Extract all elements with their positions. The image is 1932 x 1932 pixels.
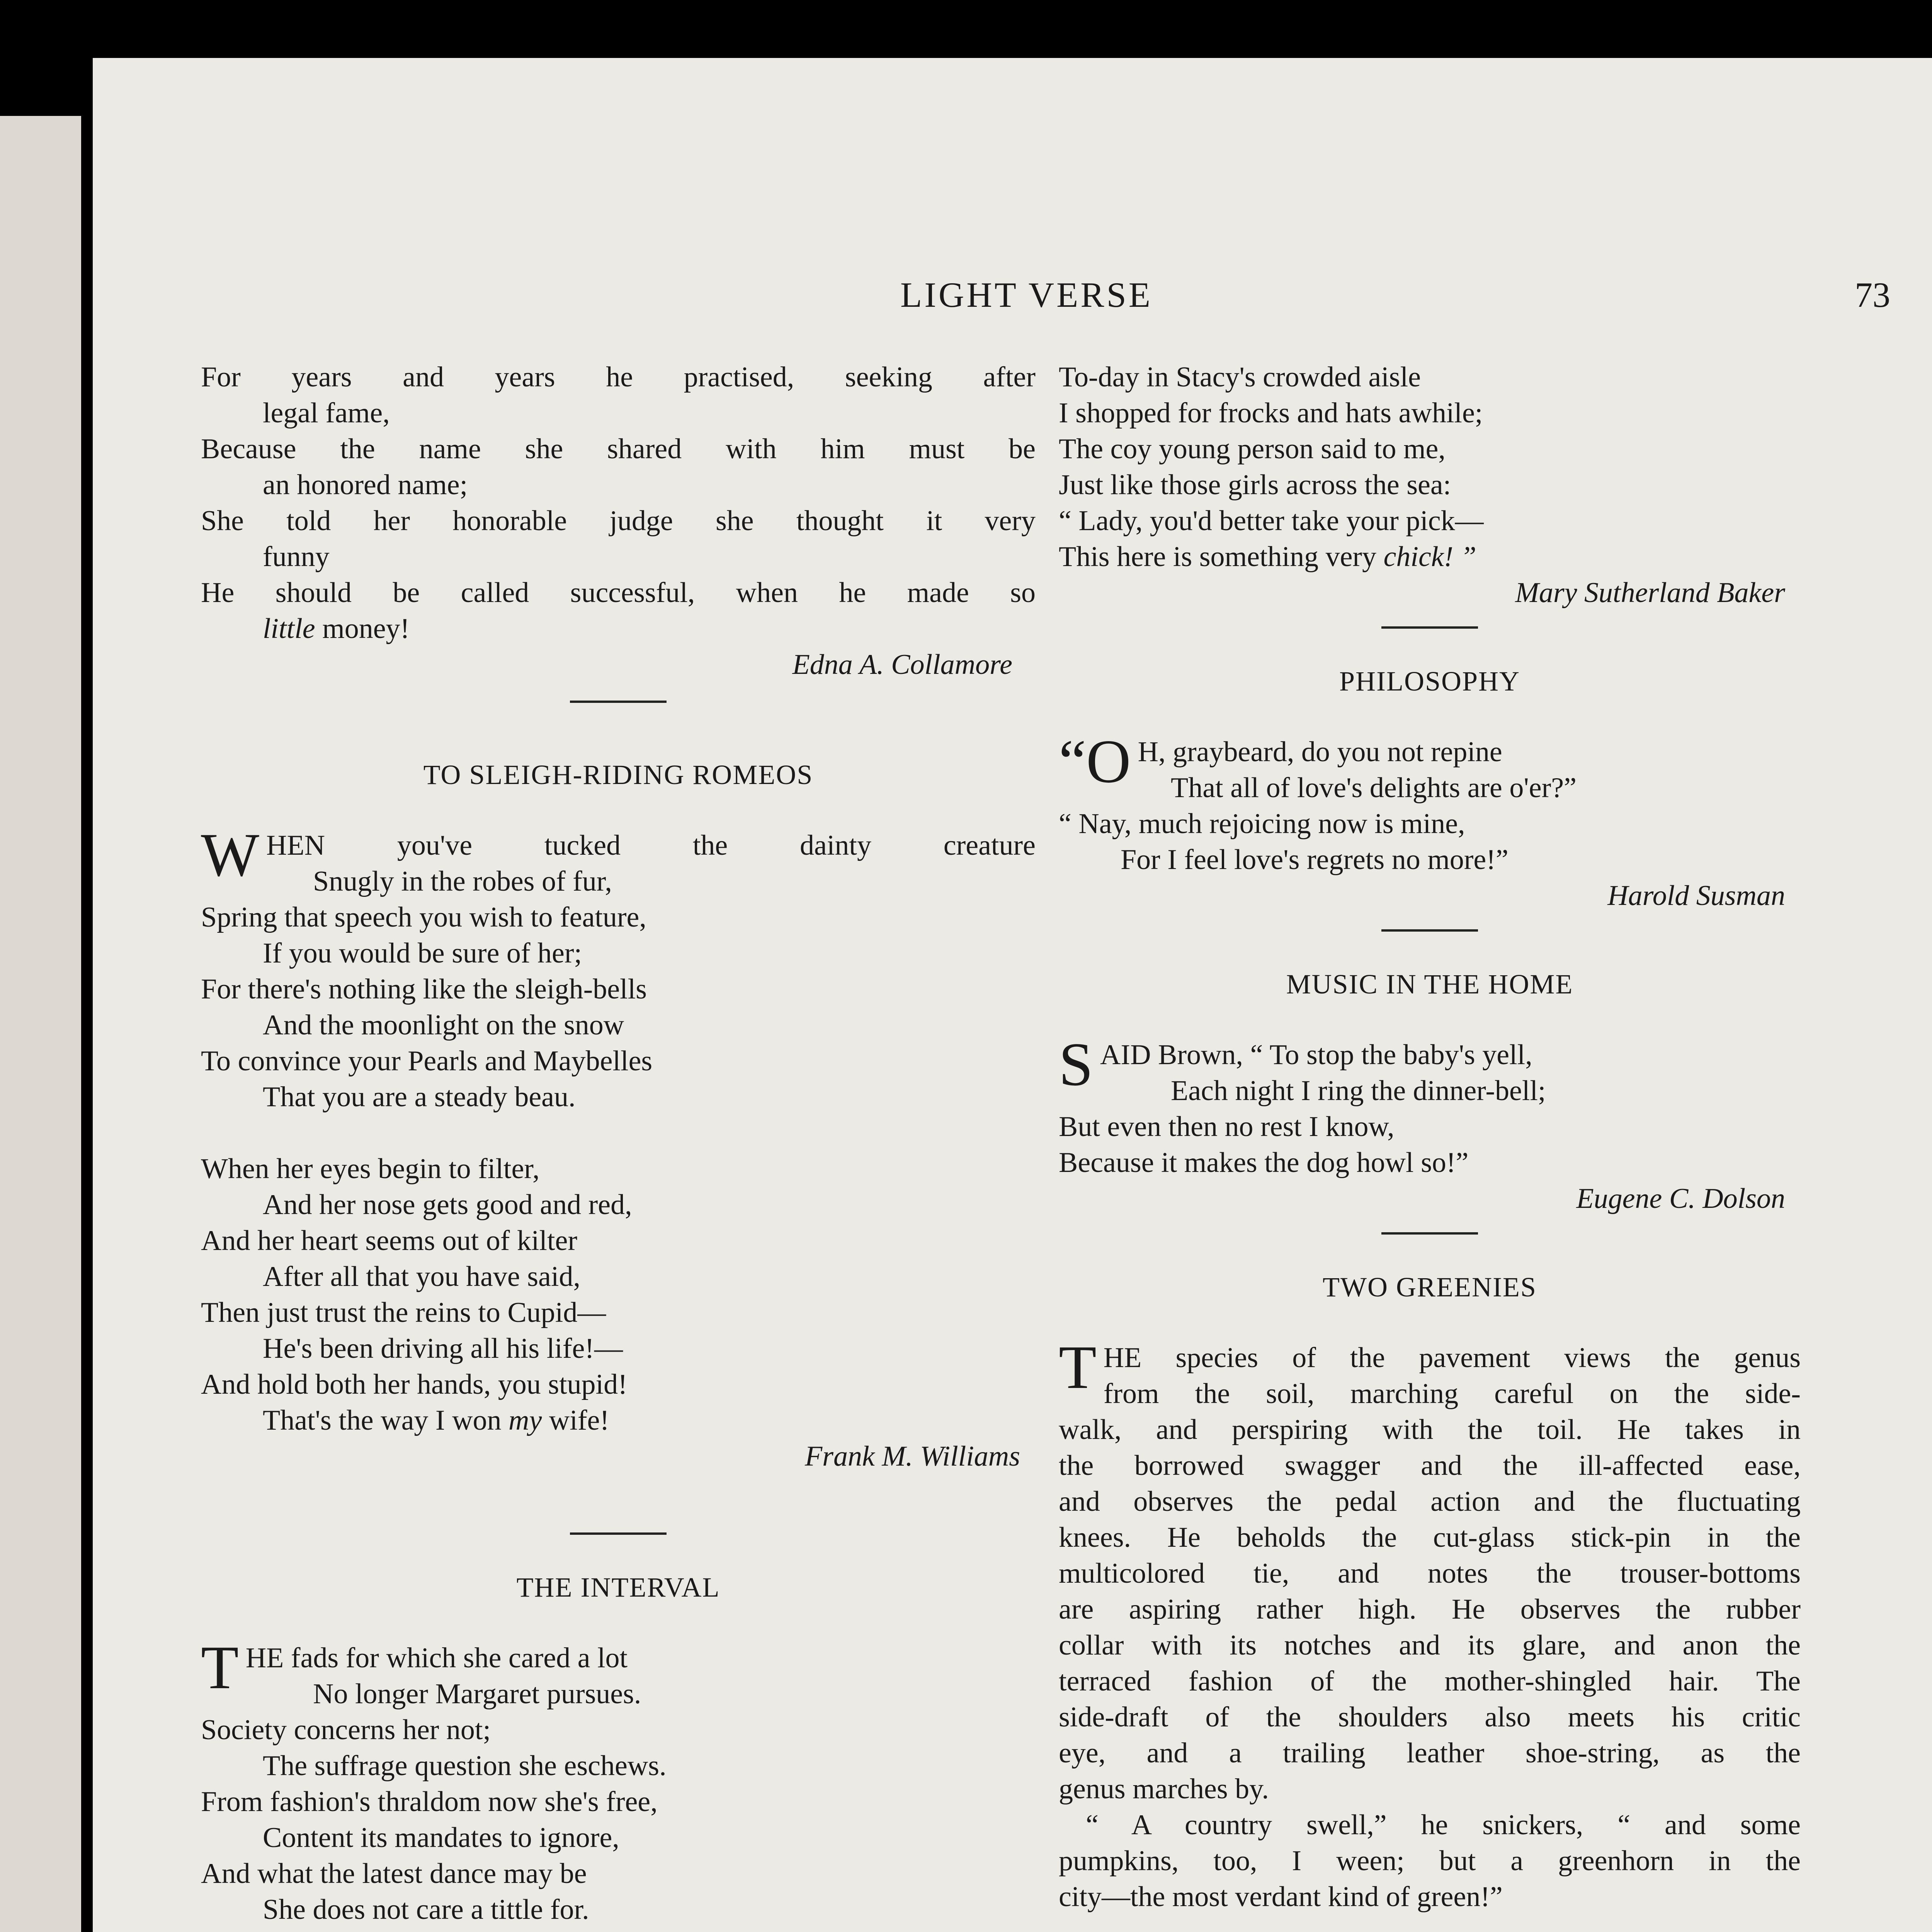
poem-line: To-day in Stacy's crowded aisle bbox=[1059, 361, 1421, 393]
prose-paragraph bbox=[1059, 1807, 1801, 1915]
line-text: That's the way I won bbox=[263, 1405, 509, 1436]
italic-word: my bbox=[509, 1405, 542, 1436]
author-credit: Frank M. Williams bbox=[804, 1440, 1020, 1472]
drop-cap: “O bbox=[1059, 727, 1131, 796]
poem-line: funny bbox=[263, 541, 330, 573]
left-column bbox=[201, 359, 1036, 1932]
poem-line: For there's nothing like the sleigh-bells bbox=[201, 973, 647, 1005]
poem-lines bbox=[1059, 359, 1801, 539]
drop-cap: S bbox=[1059, 1030, 1093, 1099]
poem-line: And her heart seems out of kilter bbox=[201, 1225, 578, 1257]
poem-title: PHILOSOPHY bbox=[1339, 666, 1520, 697]
poem-line: No longer Margaret pursues. bbox=[313, 1678, 641, 1710]
line-text: H, graybeard, do you not repine bbox=[1138, 736, 1502, 768]
page-number: 73 bbox=[1855, 275, 1890, 315]
line-text: HEN you've tucked the dainty creature bbox=[266, 830, 1036, 861]
poem-sleigh-riding bbox=[201, 757, 1036, 1475]
prose-line: eye, and a trailing leather shoe-string, as the bbox=[1059, 1737, 1801, 1769]
poem-line: She does not care a tittle for. bbox=[263, 1894, 589, 1925]
article-title: TWO GREENIES bbox=[1323, 1272, 1537, 1303]
poem-music-in-the-home bbox=[1059, 966, 1801, 1217]
drop-cap: T bbox=[1059, 1333, 1097, 1401]
poem-line: Content its mandates to ignore, bbox=[263, 1822, 619, 1854]
prose-line: side-draft of the shoulders also meets his critic bbox=[1059, 1701, 1801, 1733]
poem-line: For I feel love's regrets no more!” bbox=[1121, 844, 1509, 876]
adjacent-page-edge bbox=[0, 116, 81, 1932]
right-column bbox=[1059, 359, 1801, 1932]
author-credit: Eugene C. Dolson bbox=[1576, 1183, 1785, 1214]
prose-line: genus marches by. bbox=[1059, 1773, 1269, 1805]
drop-cap: W bbox=[201, 820, 260, 889]
poem-line: She told her honorable judge she thought it very bbox=[201, 505, 1036, 537]
poem-line: Each night I ring the dinner-bell; bbox=[1171, 1075, 1546, 1107]
author-credit: Mary Sutherland Baker bbox=[1515, 577, 1785, 609]
poem-philosophy bbox=[1059, 663, 1801, 914]
line-text: AID Brown, “ To stop the baby's yell, bbox=[1100, 1039, 1532, 1071]
line-text: wife! bbox=[542, 1405, 609, 1436]
prose-lines bbox=[1059, 1333, 1801, 1807]
poem-line: For years and years he practised, seeking after bbox=[201, 361, 1036, 393]
poem-line: He should be called successful, when he made so bbox=[201, 577, 1036, 609]
poem-lines bbox=[201, 864, 1036, 1115]
poem-lines bbox=[201, 1151, 1036, 1403]
poem-title: THE INTERVAL bbox=[516, 1572, 720, 1603]
prose-paragraph bbox=[1059, 1333, 1801, 1807]
poem-collamore bbox=[201, 359, 1036, 683]
poem-line: Society concerns her not; bbox=[201, 1714, 491, 1746]
prose-line: the borrowed swagger and the ill-affected ease, bbox=[1059, 1450, 1801, 1481]
poem-line: He's been driving all his life!— bbox=[263, 1333, 623, 1364]
poem-lines bbox=[201, 1676, 1036, 1928]
line-text: money! bbox=[315, 613, 410, 645]
prose-line: and observes the pedal action and the fluctuating bbox=[1059, 1486, 1801, 1517]
poem-made-in-america-continued bbox=[1059, 359, 1801, 611]
poem-line: From fashion's thraldom now she's free, bbox=[201, 1786, 658, 1818]
poem-line: “ Lady, you'd better take your pick— bbox=[1059, 505, 1484, 537]
poem-lines bbox=[1059, 770, 1801, 878]
poem-title: TO SLEIGH-RIDING ROMEOS bbox=[423, 759, 813, 790]
line-text: HE fads for which she cared a lot bbox=[245, 1642, 628, 1674]
poem-line: And what the latest dance may be bbox=[201, 1858, 587, 1889]
prose-line: walk, and perspiring with the toil. He takes in bbox=[1059, 1414, 1801, 1446]
poem-title: MUSIC IN THE HOME bbox=[1286, 969, 1573, 1000]
poem-line: When her eyes begin to filter, bbox=[201, 1153, 540, 1185]
poem-line bbox=[1059, 539, 1801, 575]
poem-line bbox=[201, 1403, 1036, 1439]
running-header: LIGHT VERSE bbox=[900, 275, 1153, 315]
author-credit: Edna A. Collamore bbox=[792, 649, 1012, 680]
poem-line: After all that you have said, bbox=[263, 1261, 580, 1293]
drop-cap: T bbox=[201, 1633, 239, 1702]
poem-line: The suffrage question she eschews. bbox=[263, 1750, 667, 1782]
poem-line: The coy young person said to me, bbox=[1059, 433, 1446, 465]
poem-line: Because the name she shared with him must be bbox=[201, 433, 1036, 465]
poem-lines bbox=[201, 359, 1036, 611]
poem-line: But even then no rest I know, bbox=[1059, 1111, 1395, 1143]
poem-lines bbox=[1059, 1073, 1801, 1181]
poem-line: That you are a steady beau. bbox=[263, 1081, 576, 1113]
prose-line: HE species of the pavement views the genus bbox=[1103, 1342, 1801, 1374]
prose-line: city—the most verdant kind of green!” bbox=[1059, 1881, 1503, 1913]
author-credit: Harold Susman bbox=[1607, 880, 1785, 912]
prose-line: are aspiring rather high. He observes the rubber bbox=[1059, 1594, 1801, 1625]
poem-line: And hold both her hands, you stupid! bbox=[201, 1369, 628, 1400]
prose-line: knees. He beholds the cut-glass stick-pin in the bbox=[1059, 1522, 1801, 1553]
prose-line: “ A country swell,” he snickers, “ and some bbox=[1086, 1809, 1801, 1841]
prose-two-greenies bbox=[1059, 1269, 1801, 1932]
poem-line: Spring that speech you wish to feature, bbox=[201, 901, 646, 933]
poem-line bbox=[201, 611, 1036, 647]
line-text: This here is something very bbox=[1059, 541, 1384, 573]
prose-line: pumpkins, too, I ween; but a greenhorn in the bbox=[1059, 1845, 1801, 1877]
italic-word: chick! ” bbox=[1383, 541, 1476, 573]
poem-line: “ Nay, much rejoicing now is mine, bbox=[1059, 808, 1465, 840]
poem-line: an honored name; bbox=[263, 469, 468, 501]
prose-line: from the soil, marching careful on the side- bbox=[1103, 1378, 1801, 1410]
poem-line: That all of love's delights are o'er?” bbox=[1171, 772, 1577, 804]
poem-line: If you would be sure of her; bbox=[263, 937, 582, 969]
poem-line: Just like those girls across the sea: bbox=[1059, 469, 1451, 501]
poem-line: To convince your Pearls and Maybelles bbox=[201, 1045, 653, 1077]
poem-line: I shopped for frocks and hats awhile; bbox=[1059, 397, 1483, 429]
poem-line: Then just trust the reins to Cupid— bbox=[201, 1297, 606, 1328]
poem-line: Snugly in the robes of fur, bbox=[313, 866, 612, 897]
poem-interval bbox=[201, 1570, 1036, 1932]
prose-line: terraced fashion of the mother-shingled hair. The bbox=[1059, 1665, 1801, 1697]
prose-line: multicolored tie, and notes the trouser-bottoms bbox=[1059, 1558, 1801, 1589]
poem-line: Because it makes the dog howl so!” bbox=[1059, 1147, 1469, 1179]
poem-line: And the moonlight on the snow bbox=[263, 1009, 624, 1041]
poem-line: And her nose gets good and red, bbox=[263, 1189, 632, 1221]
poem-line: legal fame, bbox=[263, 397, 390, 429]
italic-word: little bbox=[263, 613, 315, 645]
prose-line: collar with its notches and its glare, and anon the bbox=[1059, 1629, 1801, 1661]
